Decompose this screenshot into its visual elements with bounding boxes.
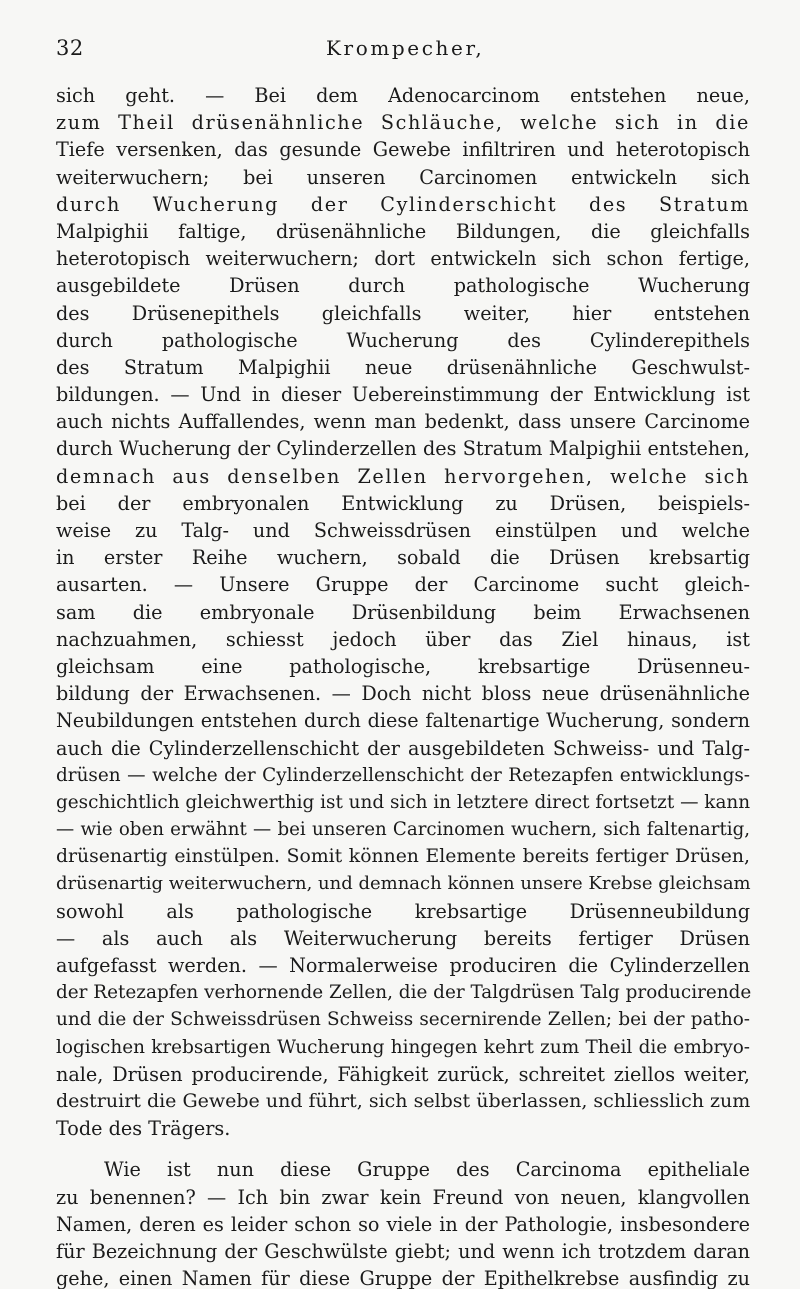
text-line: logischen krebsartigen Wucherung hingegen kehrt zum Theil die embryo-: [56, 1036, 750, 1058]
text-line: durch Wucherung der Cylinderzellen des Stratum Malpighii entstehen,: [56, 437, 750, 461]
paragraph-1: [56, 82, 750, 1142]
text-line: demnach aus denselben Zellen hervorgehen, welche sich: [56, 464, 750, 488]
body-text: [56, 82, 750, 1289]
text-line: des Drüsenepithels gleichfalls weiter, hier entstehen: [56, 301, 750, 325]
page-number: 32: [56, 36, 84, 60]
text-line: destruirt die Gewebe und führt, sich selbst überlassen, schliesslich zum: [56, 1089, 751, 1112]
text-line: — wie oben erwähnt — bei unseren Carcinomen wuchern, sich faltenartig,: [56, 819, 750, 841]
text-line: ausgebildete Drüsen durch pathologische Wucherung: [56, 274, 750, 298]
text-line: des Stratum Malpighii neue drüsenähnliche Geschwulst-: [56, 355, 750, 379]
text-line: für Bezeichnung der Geschwülste giebt; und wenn ich trotzdem daran: [56, 1239, 750, 1263]
text-line: Namen, deren es leider schon so viele in der Pathologie, insbesondere: [56, 1212, 750, 1236]
text-line: zum Theil drüsenähnliche Schläuche, welche sich in die: [56, 111, 750, 135]
text-line: nachzuahmen, schiesst jedoch über das Ziel hinaus, ist: [56, 627, 750, 651]
text-line: nale, Drüsen producirende, Fähigkeit zurück, schreitet ziellos weiter,: [56, 1062, 750, 1086]
text-line: drüsenartig weiterwuchern, und demnach können unsere Krebse gleichsam: [56, 873, 751, 895]
text-line: gehe, einen Namen für diese Gruppe der Epithelkrebse ausfindig zu: [56, 1267, 750, 1289]
text-line: aufgefasst werden. — Normalerweise produciren die Cylinderzellen: [56, 954, 750, 977]
text-line: und die der Schweissdrüsen Schweiss secernirende Zellen; bei der patho-: [56, 1009, 750, 1031]
paragraph-spacing: [56, 1142, 750, 1156]
text-line: in erster Reihe wuchern, sobald die Drüsen krebsartig: [56, 546, 750, 570]
text-line: bildungen. — Und in dieser Uebereinstimmung der Entwicklung ist: [56, 383, 750, 407]
text-line: drüsen — welche der Cylinderzellenschicht der Retezapfen entwicklungs-: [56, 764, 750, 786]
text-line: drüsenartig einstülpen. Somit können Elemente bereits fertiger Drüsen,: [56, 846, 750, 868]
page-header: [56, 36, 752, 66]
text-line: Tode des Trägers.: [56, 1117, 231, 1141]
text-line: sowohl als pathologische krebsartige Drüsenneubildung: [56, 899, 750, 923]
text-line: bildung der Erwachsenen. — Doch nicht bloss neue drüsenähnliche: [56, 682, 750, 706]
text-line: durch pathologische Wucherung des Cylinderepithels: [56, 328, 750, 352]
text-line: sam die embryonale Drüsenbildung beim Erwachsenen: [56, 600, 750, 624]
text-line: der Retezapfen verhornende Zellen, die der Talgdrüsen Talg producirende: [56, 982, 752, 1004]
text-line: gleichsam eine pathologische, krebsartige Drüsenneu-: [56, 654, 750, 678]
text-line: geschichtlich gleichwerthig ist und sich in letztere direct fortsetzt — kann: [56, 791, 751, 813]
paragraph-2: [56, 1156, 750, 1289]
text-line: auch nichts Auffallendes, wenn man bedenkt, dass unsere Carcinome: [56, 410, 750, 434]
text-line: Wie ist nun diese Gruppe des Carcinoma epitheliale: [104, 1158, 750, 1182]
text-line: durch Wucherung der Cylinderschicht des Stratum: [56, 192, 750, 216]
text-line: Neubildungen entstehen durch diese faltenartige Wucherung, sondern: [56, 709, 750, 733]
text-line: auch die Cylinderzellenschicht der ausgebildeten Schweiss- und Talg-: [56, 736, 750, 760]
running-head: Krompecher,: [326, 36, 485, 60]
text-line: sich geht. — Bei dem Adenocarcinom entstehen neue,: [56, 84, 750, 107]
text-line: zu benennen? — Ich bin zwar kein Freund von neuen, klangvollen: [56, 1185, 750, 1209]
text-line: heterotopisch weiterwuchern; dort entwickeln sich schon fertige,: [56, 247, 750, 271]
text-line: ausarten. — Unsere Gruppe der Carcinome sucht gleich-: [56, 573, 750, 597]
text-line: Tiefe versenken, das gesunde Gewebe infiltriren und heterotopisch: [56, 138, 750, 162]
text-line: Malpighii faltige, drüsenähnliche Bildungen, die gleichfalls: [56, 219, 750, 243]
text-line: weise zu Talg- und Schweissdrüsen einstülpen und welche: [56, 519, 750, 542]
text-line: bei der embryonalen Entwicklung zu Drüsen, beispiels-: [56, 491, 750, 515]
text-line: — als auch als Weiterwucherung bereits fertiger Drüsen: [56, 926, 750, 950]
text-line: weiterwuchern; bei unseren Carcinomen entwickeln sich: [56, 165, 750, 189]
